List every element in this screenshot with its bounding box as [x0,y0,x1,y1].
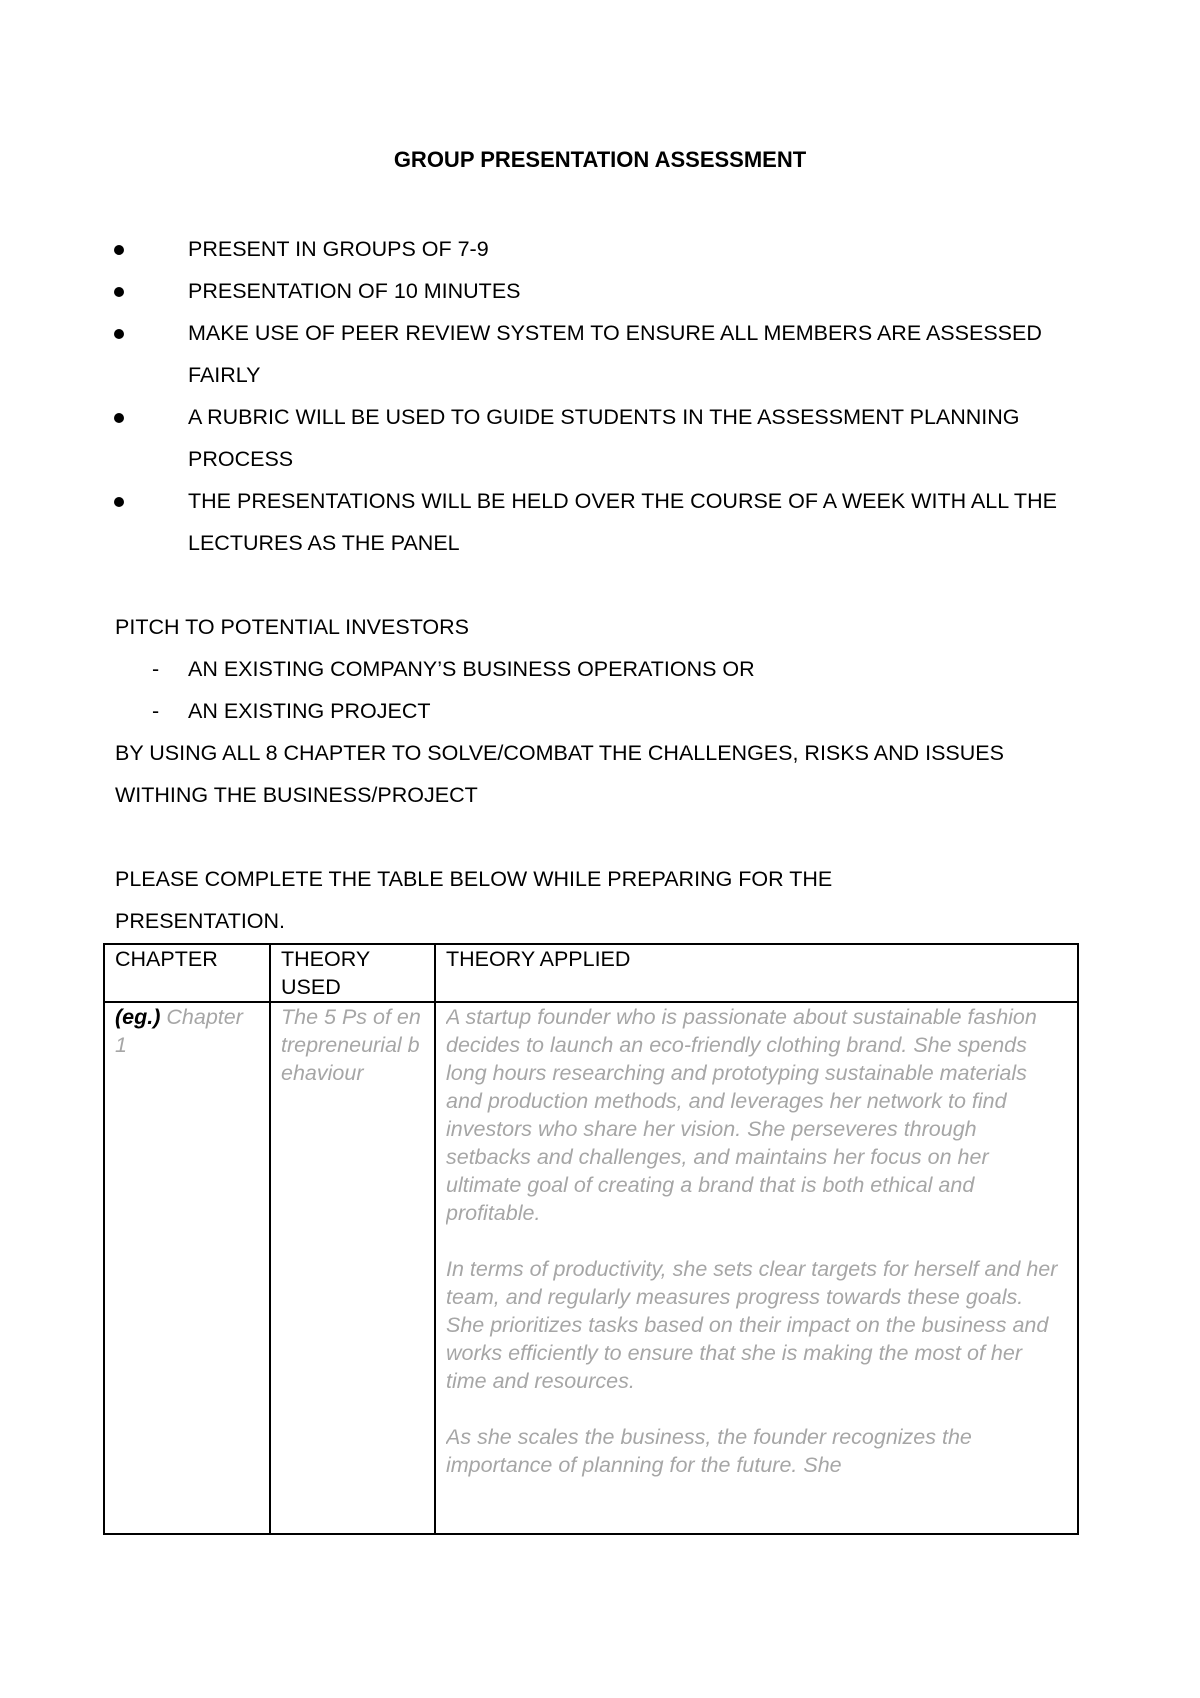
page-title: GROUP PRESENTATION ASSESSMENT [393,147,807,172]
header-theory-applied: THEORY APPLIED [435,944,1078,1002]
header-chapter: CHAPTER [104,944,270,1002]
pitch-options-list [0,648,1200,732]
list-item: PRESENTATION OF 10 MINUTES [0,270,1078,312]
example-label: (eg.) [115,1005,161,1029]
list-item: PRESENT IN GROUPS OF 7-9 [0,228,1078,270]
example-theory-cell [270,1002,435,1534]
requirements-list [0,228,1200,564]
example-theory: The 5 Ps of entrepreneurial behaviour [281,1005,421,1085]
example-chapter: Chapter 1 [115,1005,243,1057]
dash-icon: - [152,657,160,681]
applied-paragraph: A startup founder who is passionate about sustainable fashion decides to launch an eco-friendly clothing brand. She spends long hours researching and prototyping sustainable materials and production methods, and leverages her network to find investors who share her vision. She perseveres through setbacks and challenges, and maintains her focus on her ultimate goal of creating a brand that is both ethical and profitable. [446,1005,1037,1225]
pitch-instruction: BY USING ALL 8 CHAPTER TO SOLVE/COMBAT THE CHALLENGES, RISKS AND ISSUES WITHING THE BUSINESS/PROJECT [115,741,1004,807]
bullet-icon [114,245,124,255]
list-item: A RUBRIC WILL BE USED TO GUIDE STUDENTS IN THE ASSESSMENT PLANNING PROCESS [0,396,1078,480]
list-item: - AN EXISTING PROJECT [0,690,1200,732]
applied-paragraph: In terms of productivity, she sets clear targets for herself and her team, and regularly measures progress towards these goals. She prioritizes tasks based on their impact on the business and works efficiently to ensure that she is making the most of her time and resources. [446,1257,1058,1393]
bullet-icon [114,287,124,297]
bullet-icon [114,413,124,423]
header-theory-used: THEORY USED [270,944,435,1002]
list-item: MAKE USE OF PEER REVIEW SYSTEM TO ENSURE ALL MEMBERS ARE ASSESSED FAIRLY [0,312,1078,396]
pitch-heading: PITCH TO POTENTIAL INVESTORS [115,615,470,639]
dash-icon: - [152,699,160,723]
example-chapter-cell [104,1002,270,1534]
bullet-icon [114,329,124,339]
table-intro: PLEASE COMPLETE THE TABLE BELOW WHILE PREPARING FOR THE PRESENTATION. [115,867,833,933]
list-item: THE PRESENTATIONS WILL BE HELD OVER THE COURSE OF A WEEK WITH ALL THE LECTURES AS THE PANEL [0,480,1078,564]
table-header-row [104,944,1078,1002]
list-item: - AN EXISTING COMPANY’S BUSINESS OPERATIONS OR [0,648,1200,690]
applied-paragraph: As she scales the business, the founder recognizes the importance of planning for the future. She [446,1425,972,1477]
planning-table [103,943,1079,1535]
table-row [104,1002,1078,1534]
example-applied-text [446,1003,1067,1533]
example-applied-cell [435,1002,1078,1534]
bullet-icon [114,497,124,507]
